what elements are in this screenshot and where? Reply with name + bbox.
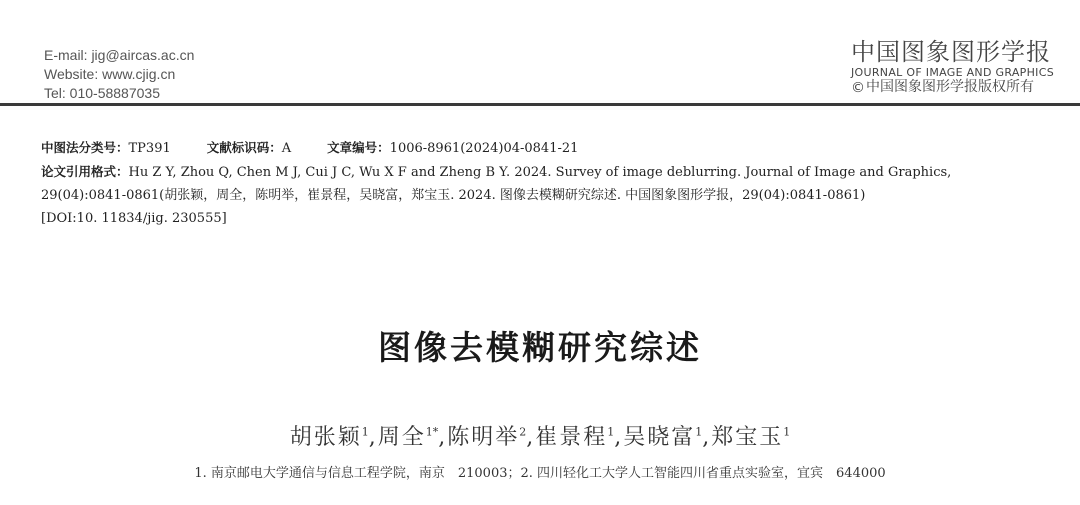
clc-value: TP391 [128, 141, 171, 156]
article-metadata [41, 136, 951, 230]
doi-line[interactable]: [DOI:10. 11834/jig. 230555] [41, 211, 227, 226]
journal-copyright [851, 79, 1054, 96]
copyright-icon: © [851, 79, 866, 96]
journal-name-cn: 中国图象图形学报 [851, 38, 1052, 66]
doc-code-label: 文献标识码： [206, 140, 282, 155]
citation-text-1: Hu Z Y, Zhou Q, Chen M J, Cui J C, Wu X F and Zheng B Y. 2024. Survey of image deblurring. Journal of Image and Graphics, [128, 165, 952, 180]
author: 崔景程$^1$ [535, 425, 615, 450]
doc-code-value: A [281, 141, 292, 156]
contact-website[interactable]: Website: www.cjig.cn [44, 66, 176, 82]
clc-label: 中图法分类号： [41, 140, 129, 155]
journal-contact-info [44, 46, 194, 103]
citation-label: 论文引用格式： [41, 164, 129, 179]
author: 郑宝玉$^1$ [711, 425, 791, 450]
author: 胡张颖$^1$ [289, 425, 369, 450]
author: 陈明举$^2$ [447, 425, 527, 450]
contact-email[interactable]: E-mail: jig@aircas.ac.cn [44, 47, 195, 63]
author: 吴晓富$^1$ [623, 425, 703, 450]
citation-line-1 [41, 160, 951, 184]
copyright-text: 中国图象图形学报版权所有 [866, 79, 1035, 95]
affiliations: 1. 南京邮电大学通信与信息工程学院，南京 210003；2. 四川轻化工大学人工智能四川省重点实验室，宜宾 644000 [194, 466, 886, 481]
journal-name-en: JOURNAL OF IMAGE AND GRAPHICS [851, 66, 1054, 79]
citation-line-2: 29(04):0841-0861(胡张颖，周全，陈明举，崔景程，吴晓富，郑宝玉. 2024. 图像去模糊研究综述. 中国图象图形学报，29(04):0841-0861) [41, 188, 866, 203]
header-divider [0, 103, 1080, 106]
paper-title: 图像去模糊研究综述 [378, 328, 702, 367]
classification-line [41, 136, 951, 160]
journal-masthead [851, 38, 1054, 96]
contact-tel: Tel: 010-58887035 [44, 85, 160, 101]
author: 周全$^{1*}$ [377, 425, 439, 450]
author-list: 胡张颖$^1$,周全$^{1*}$,陈明举$^2$,崔景程$^1$,吴晓富$^1$,郑宝玉$^1$ [289, 425, 791, 450]
article-no-value: 1006-8961(2024)04-0841-21 [389, 141, 579, 156]
article-no-label: 文章编号： [327, 140, 390, 155]
